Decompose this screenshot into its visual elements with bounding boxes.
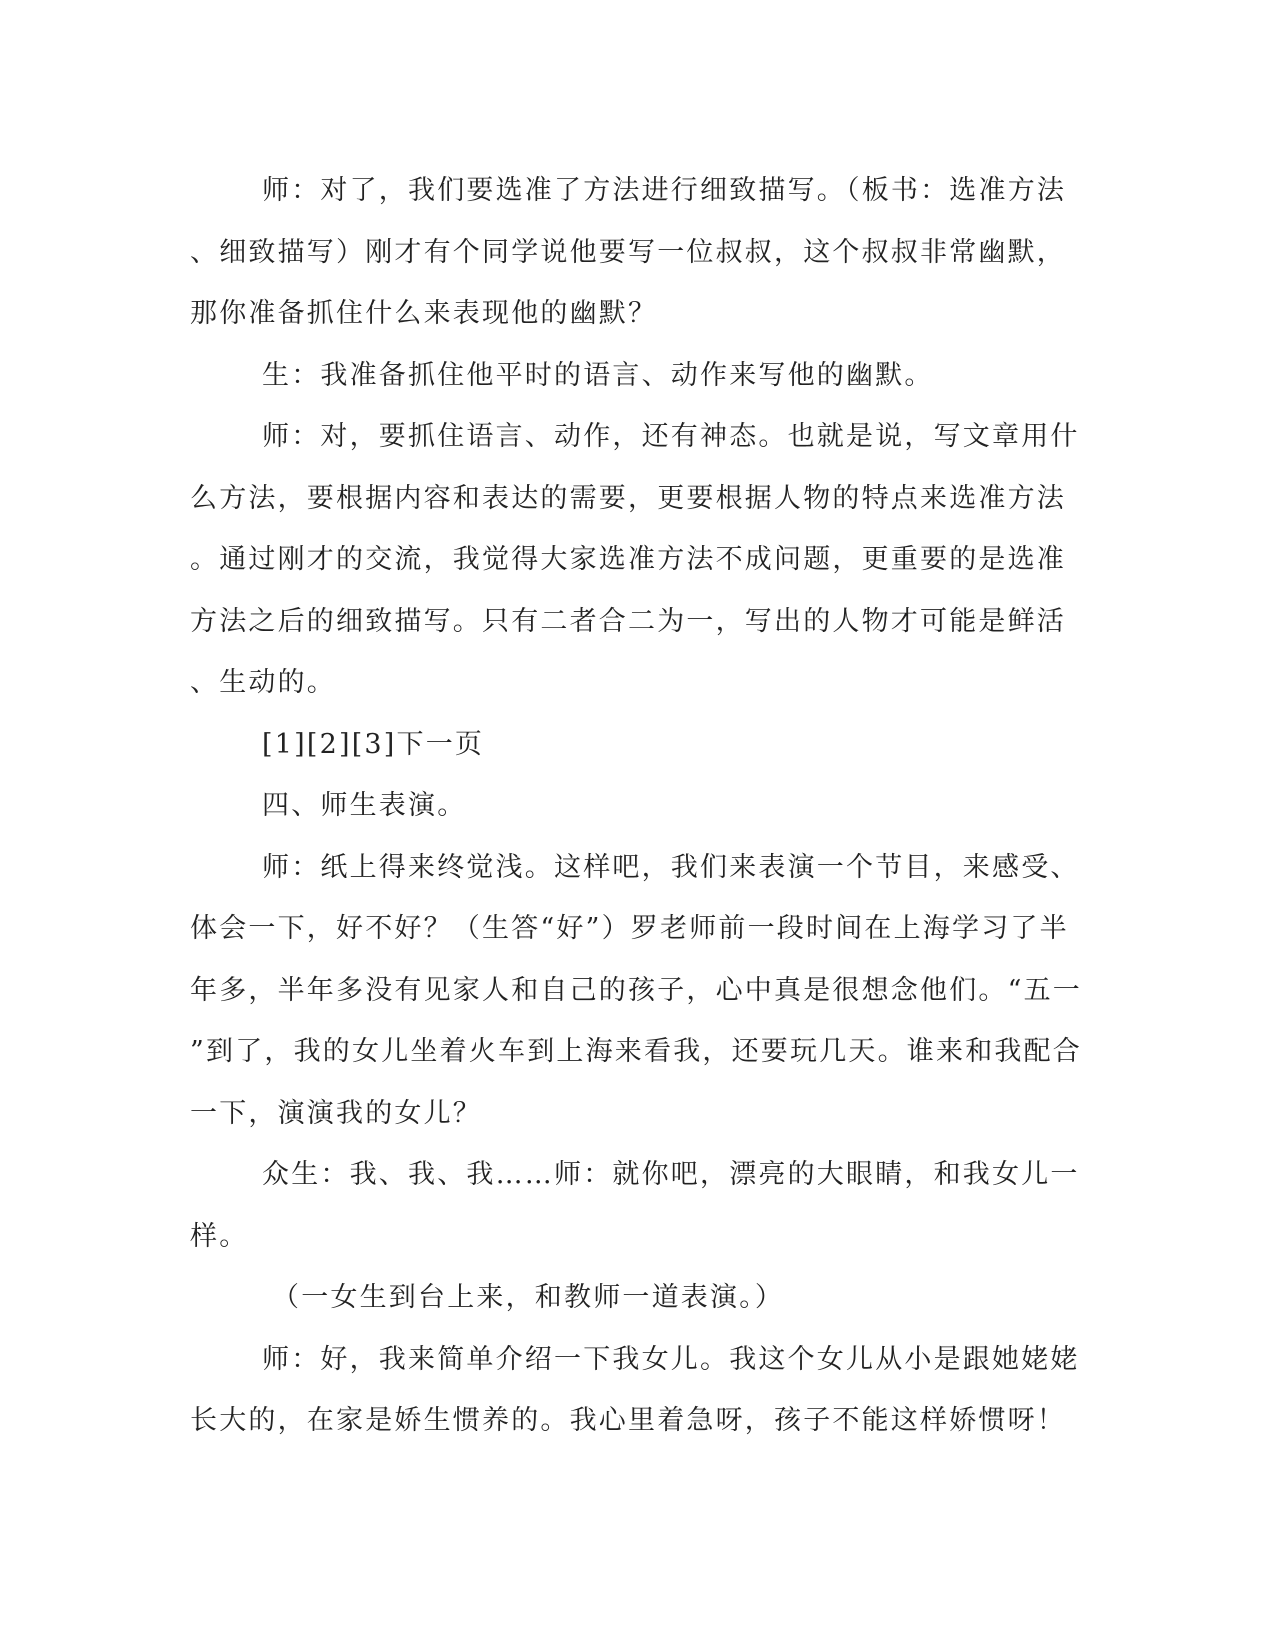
- page-navigation-text: [1][2][3]下一页: [262, 728, 485, 760]
- text-line: 、细致描写）刚才有个同学说他要写一位叔叔，这个叔叔非常幽默，: [190, 236, 1066, 268]
- text-line: 生：我准备抓住他平时的语言、动作来写他的幽默。: [262, 359, 934, 391]
- text-line: 。通过刚才的交流，我觉得大家选准方法不成问题，更重要的是选准: [190, 544, 1066, 575]
- text-line: 年多，半年多没有见家人和自己的孩子，心中真是很想念他们。“五一: [190, 974, 1083, 1006]
- text-line: 长大的，在家是娇生惯养的。我心里着急呀，孩子不能这样娇惯呀！: [190, 1405, 1066, 1436]
- text-line: 一下，演演我的女儿？: [190, 1097, 482, 1129]
- text-line: 师：好，我来简单介绍一下我女儿。我这个女儿从小是跟她姥姥: [262, 1343, 1080, 1375]
- text-line: ”到了，我的女儿坐着火车到上海来看我，还要玩几天。谁来和我配合: [190, 1036, 1083, 1067]
- document-body: [190, 160, 1083, 1452]
- text-line: 师：对了，我们要选准了方法进行细致描写。（板书：选准方法: [262, 175, 1067, 206]
- text-line: 众生：我、我、我……师：就你吧，漂亮的大眼睛，和我女儿一: [262, 1159, 1080, 1190]
- text-line: 那你准备抓住什么来表现他的幽默？: [190, 298, 658, 329]
- stage-direction: （一女生到台上来，和教师一道表演。）: [272, 1282, 785, 1313]
- text-line: 、生动的。: [190, 667, 336, 698]
- text-line: 体会一下，好不好？（生答“好”）罗老师前一段时间在上海学习了半: [190, 913, 1069, 944]
- text-line: 样。: [190, 1220, 249, 1252]
- text-line: 么方法，要根据内容和表达的需要，更要根据人物的特点来选准方法: [190, 482, 1066, 514]
- text-line: 师：纸上得来终觉浅。这样吧，我们来表演一个节目，来感受、: [262, 851, 1080, 883]
- text-line: 方法之后的细致描写。只有二者合二为一，写出的人物才可能是鲜活: [190, 605, 1066, 637]
- section-heading: 四、师生表演。: [262, 790, 467, 821]
- text-line: 师：对，要抓住语言、动作，还有神态。也就是说，写文章用什: [262, 421, 1080, 452]
